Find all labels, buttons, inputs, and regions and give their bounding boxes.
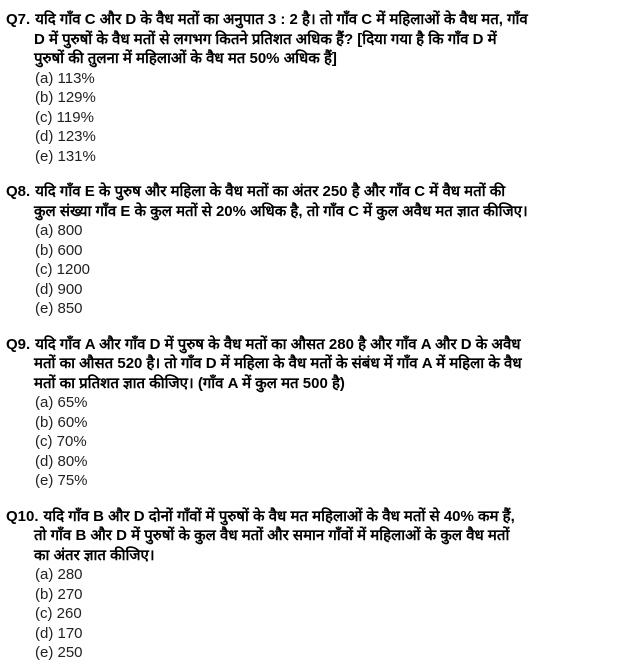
question-line bbox=[6, 335, 632, 355]
question-q10 bbox=[6, 507, 632, 663]
option-d: (d) 170 bbox=[35, 624, 83, 642]
option-c: (c) 119% bbox=[35, 108, 94, 126]
option-a: (a) 800 bbox=[35, 222, 83, 239]
question-line: तो गाँव B और D में पुरुषों के कुल वैध मतों और समान गाँवों में महिलाओं के कुल वैध मतों bbox=[34, 527, 510, 544]
option-a: (a) 113% bbox=[35, 69, 95, 87]
question-line bbox=[6, 10, 632, 30]
option-d: (d) 123% bbox=[35, 128, 96, 145]
option-a: (a) 65% bbox=[35, 394, 88, 411]
question-text: यदि गाँव C और D के वैध मतों का अनुपात 3 : 2 है। तो गाँव C में महिलाओं के वैध मत, गाँव bbox=[35, 11, 528, 28]
option-c: (c) 260 bbox=[35, 605, 82, 622]
question-line: D में पुरुषों के वैध मतों से लगभग कितने प्रतिशत अधिक हैं? [दिया गया है कि गाँव D में bbox=[34, 30, 497, 48]
option-e: (e) 250 bbox=[35, 644, 83, 661]
question-number: Q8. bbox=[6, 183, 31, 200]
question-q8 bbox=[6, 182, 632, 319]
question-line: का अंतर ज्ञात कीजिए। bbox=[34, 546, 155, 564]
option-b: (b) 600 bbox=[35, 241, 83, 259]
question-number: Q10. bbox=[6, 507, 39, 525]
option-d: (d) 80% bbox=[35, 452, 88, 470]
question-line bbox=[6, 507, 632, 527]
option-c: (c) 70% bbox=[35, 433, 87, 450]
quiz-page bbox=[6, 10, 632, 663]
question-line: मतों का औसत 520 है। तो गाँव D में महिला के वैध मतों के संबंध में गाँव A में महिला के वैध bbox=[34, 355, 522, 372]
option-e: (e) 131% bbox=[35, 147, 96, 165]
option-b: (b) 129% bbox=[35, 89, 96, 106]
option-e: (e) 75% bbox=[35, 472, 88, 489]
option-c: (c) 1200 bbox=[35, 261, 91, 278]
option-e: (e) 850 bbox=[35, 300, 83, 317]
question-line: पुरुषों की तुलना में महिलाओं के वैध मत 50% अधिक हैं] bbox=[34, 50, 337, 67]
question-line: मतों का प्रतिशत ज्ञात कीजिए। (गाँव A में कुल मत 500 है) bbox=[34, 374, 345, 392]
question-text: यदि गाँव E के पुरुष और महिला के वैध मतों का अंतर 250 है और गाँव C में वैध मतों की bbox=[35, 183, 506, 200]
question-number: Q9. bbox=[6, 335, 31, 353]
question-text: यदि गाँव A और गाँव D में पुरुष के वैध मतों का औसत 280 है और गाँव A और D के अवैध bbox=[35, 335, 521, 353]
question-line bbox=[6, 182, 632, 202]
question-line: कुल संख्या गाँव E के कुल मतों से 20% अधिक है, तो गाँव C में कुल अवैध मत ज्ञात कीजिए। bbox=[34, 202, 528, 220]
option-a: (a) 280 bbox=[35, 566, 83, 583]
question-q7 bbox=[6, 10, 632, 166]
question-text: यदि गाँव B और D दोनों गाँवों में पुरुषों के वैध मत महिलाओं के वैध मतों से 40% कम हैं, bbox=[43, 507, 515, 525]
question-number: Q7. bbox=[6, 11, 31, 28]
question-q9 bbox=[6, 335, 632, 491]
option-b: (b) 60% bbox=[35, 413, 88, 431]
option-b: (b) 270 bbox=[35, 585, 83, 603]
option-d: (d) 900 bbox=[35, 280, 83, 298]
